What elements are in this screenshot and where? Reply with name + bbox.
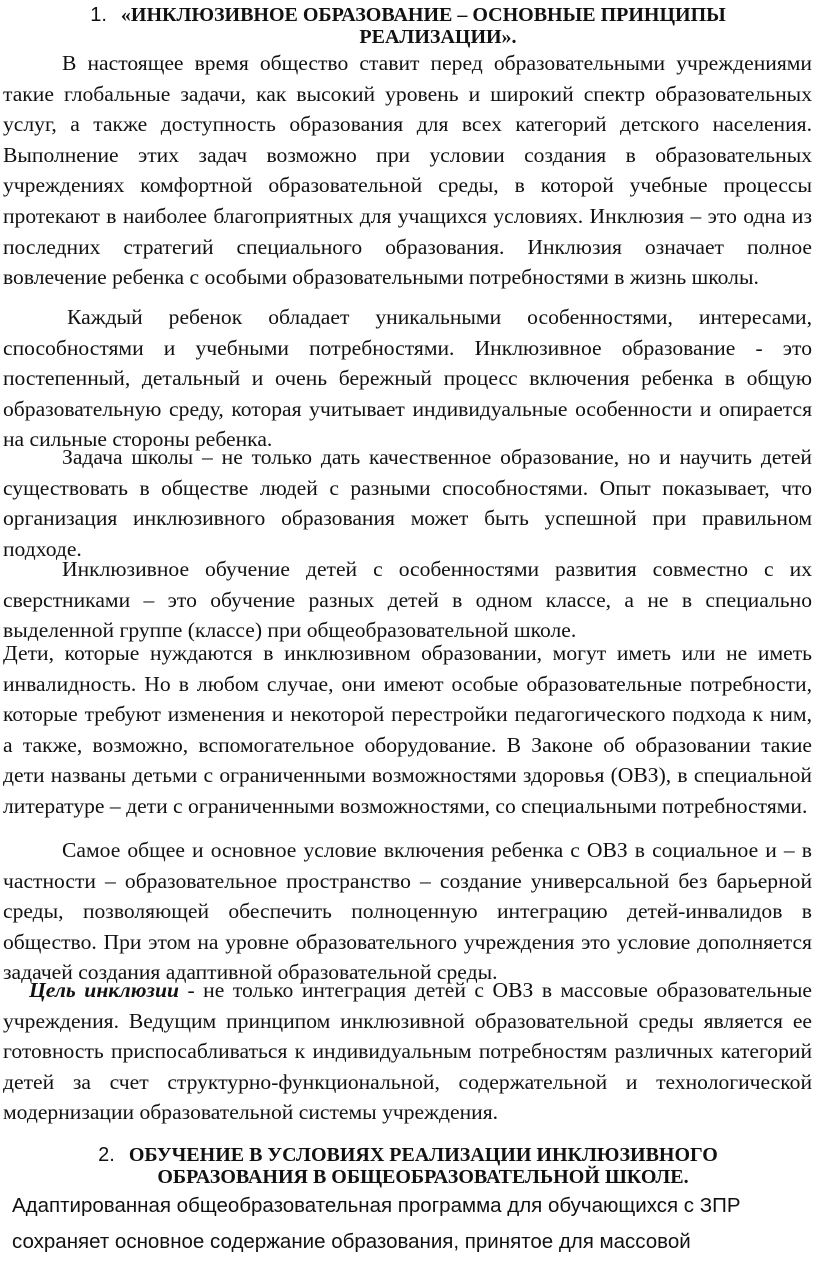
goal-text: - не только интеграция детей с ОВЗ в массовые образовательные учреждения. Ведущим принципом инклюзивной образовательной среды является ее готовность приспосабливаться к индивидуальным потребностям различных категорий детей за счет структурно-функциональной, содержательной и технологической модернизации образовательной системы учреждения.	[3, 978, 812, 1125]
footer-line-1: Адаптированная общеобразовательная программа для обучающихся с ЗПР	[12, 1194, 741, 1217]
paragraph-intro: В настоящее время общество ставит перед образовательными учреждениями такие глобальные задачи, как высокий уровень и широкий спектр образовательных услуг, а также доступность образования для всех категорий детского населения. Выполнение этих задач возможно при условии создания в образовательных учреждениях комфортной образовательной среды, в которой учебные процессы протекают в наиболее благоприятных для учащихся условиях. Инклюзия – это одна из последних стратегий специального образования. Инклюзия означает полное вовлечение ребенка с особыми образовательными потребностями в жизнь школы.	[3, 51, 812, 290]
heading-1-number: 1.	[90, 4, 107, 26]
heading-2	[0, 1144, 816, 1188]
heading-2-number: 2.	[98, 1144, 115, 1166]
footer-line-2: сохраняет основное содержание образования, принятое для массовой	[12, 1230, 691, 1253]
paragraph-inclusive-learning: Инклюзивное обучение детей с особенностями развития совместно с их сверстниками – это обучение разных детей в одном классе, а не в специально выделенной группе (классе) при общеобразовательной школе.	[3, 557, 812, 643]
paragraph-school-task: Задача школы – не только дать качественное образование, но и научить детей существовать в обществе людей с разными способностями. Опыт показывает, что организация инклюзивного образования может быть успешной при правильном подходе.	[3, 445, 812, 561]
heading-1-line-1: 1. «ИНКЛЮЗИВНОЕ ОБРАЗОВАНИЕ – ОСНОВНЫЕ ПРИНЦИПЫ	[90, 4, 726, 26]
heading-2-line-2: ОБРАЗОВАНИЯ В ОБЩЕОБРАЗОВАТЕЛЬНОЙ ШКОЛЕ.	[157, 1166, 689, 1188]
footer-text	[12, 1188, 812, 1260]
paragraph-goal	[3, 975, 812, 1128]
heading-2-line-1: 2. ОБУЧЕНИЕ В УСЛОВИЯХ РЕАЛИЗАЦИИ ИНКЛЮЗИВНОГО	[98, 1144, 718, 1166]
paragraph-children-needs: Дети, которые нуждаются в инклюзивном образовании, могут иметь или не иметь инвалидность. Но в любом случае, они имеют особые образовательные потребности, которые требуют изменения и некоторой перестройки педагогического подхода к ним, а также, возможно, вспомогательное оборудование. В Законе об образовании такие дети названы детьми с ограниченными возможностями здоровья (ОВЗ), в специальной литературе – дети с ограниченными возможностями, со специальными потребностями.	[3, 641, 812, 818]
paragraph-unique-child: Каждый ребенок обладает уникальными особенностями, интересами, способностями и учебными потребностями. Инклюзивное образование - это постепенный, детальный и очень бережный процесс включения ребенка в общую образовательную среду, которая учитывает индивидуальные особенности и опирается на сильные стороны ребенка.	[3, 305, 812, 452]
heading-1	[0, 4, 816, 48]
goal-lead: Цель инклюзии	[29, 978, 179, 1002]
paragraph-conditions: Самое общее и основное условие включения ребенка с ОВЗ в социальное и – в частности – образовательное пространство – создание универсальной без барьерной среды, позволяющей обеспечить полноценную интеграцию детей-инвалидов в общество. При этом на уровне образовательного учреждения это условие дополняется задачей создания адаптивной образовательной среды.	[3, 838, 812, 985]
heading-1-line-2: РЕАЛИЗАЦИИ».	[359, 26, 517, 48]
